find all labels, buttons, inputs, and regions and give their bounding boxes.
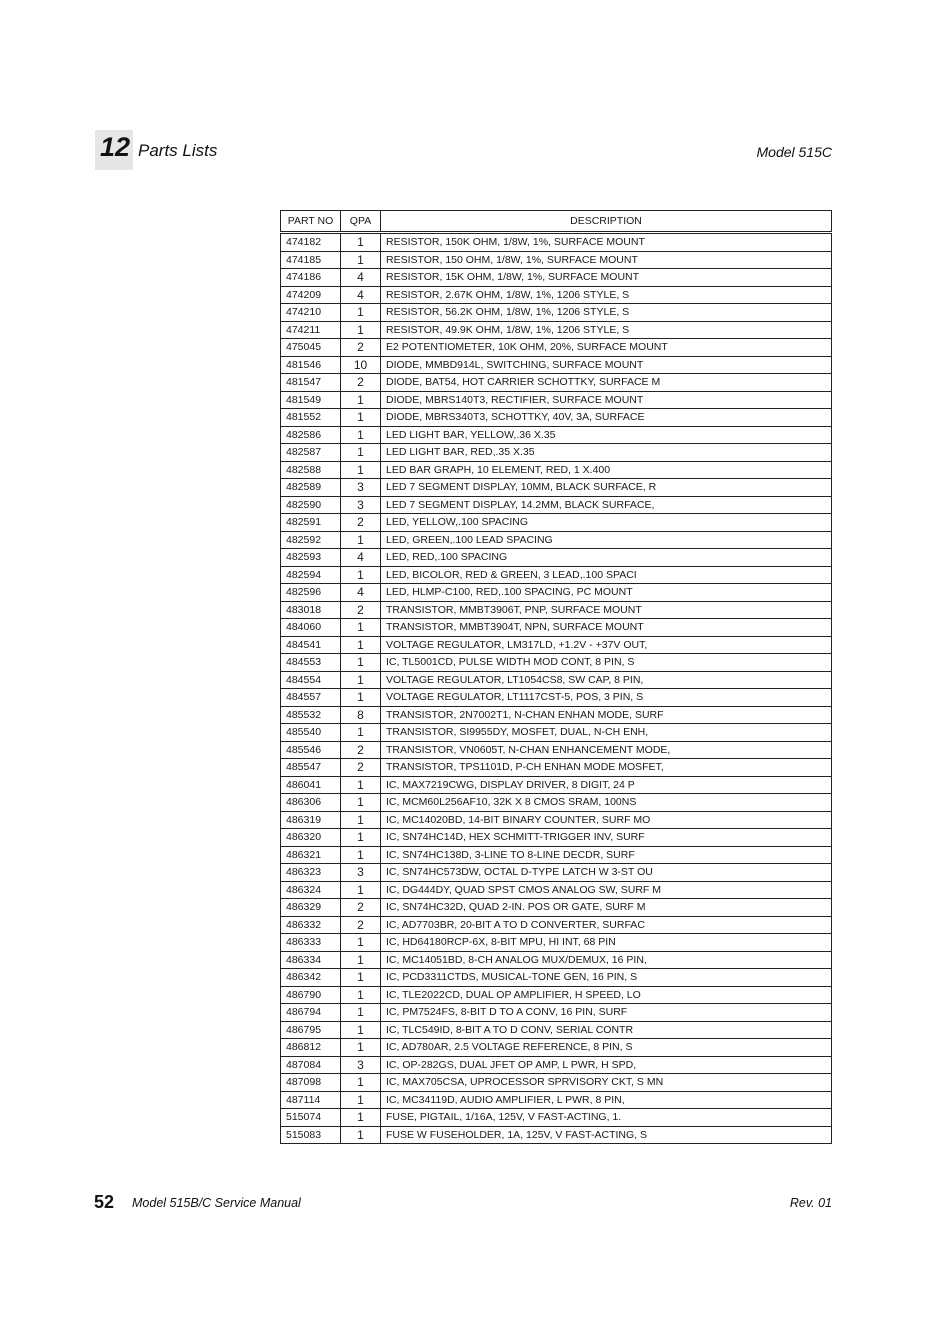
description-cell: IC, HD64180RCP-6X, 8-BIT MPU, HI INT, 68 PIN	[381, 934, 832, 952]
description-cell: TRANSISTOR, VN0605T, N-CHAN ENHANCEMENT MODE,	[381, 741, 832, 759]
qpa-cell: 1	[341, 619, 381, 637]
table-row	[281, 549, 832, 567]
table-row	[281, 811, 832, 829]
qpa-cell: 1	[341, 846, 381, 864]
part-number-cell: 486794	[281, 1004, 341, 1022]
description-cell: IC, MAX705CSA, UPROCESSOR SPRVISORY CKT, S MN	[381, 1074, 832, 1092]
table-row	[281, 829, 832, 847]
part-number-cell: 486795	[281, 1021, 341, 1039]
description-cell: IC, PM7524FS, 8-BIT D TO A CONV, 16 PIN, SURF	[381, 1004, 832, 1022]
part-number-cell: 482593	[281, 549, 341, 567]
manual-title: Model 515B/C Service Manual	[132, 1196, 301, 1210]
part-number-cell: 482590	[281, 496, 341, 514]
qpa-cell: 3	[341, 496, 381, 514]
table-row	[281, 1126, 832, 1144]
qpa-cell: 1	[341, 304, 381, 322]
description-cell: DIODE, MBRS340T3, SCHOTTKY, 40V, 3A, SURFACE	[381, 409, 832, 427]
description-cell: IC, OP-282GS, DUAL JFET OP AMP, L PWR, H SPD,	[381, 1056, 832, 1074]
part-number-cell: 485547	[281, 759, 341, 777]
table-row	[281, 304, 832, 322]
qpa-cell: 1	[341, 321, 381, 339]
part-number-cell: 482591	[281, 514, 341, 532]
column-header-description: DESCRIPTION	[381, 211, 832, 233]
column-header-part-no: PART NO	[281, 211, 341, 233]
qpa-cell: 1	[341, 251, 381, 269]
table-row	[281, 776, 832, 794]
table-row	[281, 1021, 832, 1039]
description-cell: VOLTAGE REGULATOR, LT1117CST-5, POS, 3 PIN, S	[381, 689, 832, 707]
table-row	[281, 374, 832, 392]
qpa-cell: 1	[341, 1039, 381, 1057]
part-number-cell: 482592	[281, 531, 341, 549]
description-cell: FUSE W FUSEHOLDER, 1A, 125V, V FAST-ACTING, S	[381, 1126, 832, 1144]
qpa-cell: 2	[341, 916, 381, 934]
description-cell: LED, YELLOW,.100 SPACING	[381, 514, 832, 532]
qpa-cell: 1	[341, 636, 381, 654]
description-cell: IC, MAX7219CWG, DISPLAY DRIVER, 8 DIGIT, 24 P	[381, 776, 832, 794]
part-number-cell: 484557	[281, 689, 341, 707]
table-row	[281, 724, 832, 742]
part-number-cell: 485532	[281, 706, 341, 724]
table-row	[281, 1074, 832, 1092]
part-number-cell: 481549	[281, 391, 341, 409]
part-number-cell: 486342	[281, 969, 341, 987]
part-number-cell: 487084	[281, 1056, 341, 1074]
table-row	[281, 321, 832, 339]
table-row	[281, 619, 832, 637]
table-row	[281, 444, 832, 462]
qpa-cell: 2	[341, 514, 381, 532]
table-row	[281, 286, 832, 304]
table-row	[281, 1039, 832, 1057]
description-cell: IC, PCD3311CTDS, MUSICAL-TONE GEN, 16 PIN, S	[381, 969, 832, 987]
description-cell: RESISTOR, 2.67K OHM, 1/8W, 1%, 1206 STYLE, S	[381, 286, 832, 304]
part-number-cell: 482588	[281, 461, 341, 479]
description-cell: LED, HLMP-C100, RED,.100 SPACING, PC MOUNT	[381, 584, 832, 602]
description-cell: IC, MC34119D, AUDIO AMPLIFIER, L PWR, 8 PIN,	[381, 1091, 832, 1109]
description-cell: TRANSISTOR, TPS1101D, P-CH ENHAN MODE MOSFET,	[381, 759, 832, 777]
qpa-cell: 1	[341, 1004, 381, 1022]
part-number-cell: 483018	[281, 601, 341, 619]
qpa-cell: 1	[341, 986, 381, 1004]
description-cell: RESISTOR, 49.9K OHM, 1/8W, 1%, 1206 STYLE, S	[381, 321, 832, 339]
description-cell: VOLTAGE REGULATOR, LM317LD, +1.2V - +37V OUT,	[381, 636, 832, 654]
part-number-cell: 474211	[281, 321, 341, 339]
description-cell: E2 POTENTIOMETER, 10K OHM, 20%, SURFACE MOUNT	[381, 339, 832, 357]
description-cell: IC, DG444DY, QUAD SPST CMOS ANALOG SW, SURF M	[381, 881, 832, 899]
qpa-cell: 1	[341, 934, 381, 952]
table-row	[281, 934, 832, 952]
description-cell: IC, TLC549ID, 8-BIT A TO D CONV, SERIAL CONTR	[381, 1021, 832, 1039]
model-label: Model 515C	[756, 144, 832, 160]
part-number-cell: 482589	[281, 479, 341, 497]
table-row	[281, 969, 832, 987]
part-number-cell: 474182	[281, 233, 341, 252]
qpa-cell: 2	[341, 741, 381, 759]
part-number-cell: 484060	[281, 619, 341, 637]
chapter-title: Parts Lists	[138, 141, 218, 160]
part-number-cell: 482596	[281, 584, 341, 602]
qpa-cell: 3	[341, 864, 381, 882]
qpa-cell: 2	[341, 601, 381, 619]
qpa-cell: 1	[341, 654, 381, 672]
qpa-cell: 1	[341, 391, 381, 409]
qpa-cell: 1	[341, 461, 381, 479]
description-cell: VOLTAGE REGULATOR, LT1054CS8, SW CAP, 8 PIN,	[381, 671, 832, 689]
description-cell: IC, SN74HC32D, QUAD 2-IN. POS OR GATE, SURF M	[381, 899, 832, 917]
description-cell: DIODE, MMBD914L, SWITCHING, SURFACE MOUNT	[381, 356, 832, 374]
table-row	[281, 846, 832, 864]
qpa-cell: 4	[341, 584, 381, 602]
qpa-cell: 1	[341, 724, 381, 742]
description-cell: RESISTOR, 150 OHM, 1/8W, 1%, SURFACE MOUNT	[381, 251, 832, 269]
page-number: 52	[94, 1192, 115, 1212]
description-cell: IC, MCM60L256AF10, 32K X 8 CMOS SRAM, 100NS	[381, 794, 832, 812]
part-number-cell: 475045	[281, 339, 341, 357]
qpa-cell: 3	[341, 479, 381, 497]
part-number-cell: 486790	[281, 986, 341, 1004]
description-cell: FUSE, PIGTAIL, 1/16A, 125V, V FAST-ACTING, 1.	[381, 1109, 832, 1127]
table-header-row	[281, 211, 832, 233]
qpa-cell: 1	[341, 409, 381, 427]
qpa-cell: 1	[341, 794, 381, 812]
part-number-cell: 486812	[281, 1039, 341, 1057]
description-cell: IC, TLE2022CD, DUAL OP AMPLIFIER, H SPEED, LO	[381, 986, 832, 1004]
qpa-cell: 1	[341, 689, 381, 707]
qpa-cell: 1	[341, 811, 381, 829]
qpa-cell: 2	[341, 759, 381, 777]
part-number-cell: 482587	[281, 444, 341, 462]
qpa-cell: 1	[341, 969, 381, 987]
qpa-cell: 1	[341, 444, 381, 462]
description-cell: LED, RED,.100 SPACING	[381, 549, 832, 567]
table-row	[281, 409, 832, 427]
part-number-cell: 481547	[281, 374, 341, 392]
table-row	[281, 671, 832, 689]
part-number-cell: 481552	[281, 409, 341, 427]
description-cell: LED 7 SEGMENT DISPLAY, 10MM, BLACK SURFACE, R	[381, 479, 832, 497]
table-row	[281, 689, 832, 707]
qpa-cell: 1	[341, 671, 381, 689]
qpa-cell: 2	[341, 899, 381, 917]
description-cell: RESISTOR, 56.2K OHM, 1/8W, 1%, 1206 STYLE, S	[381, 304, 832, 322]
qpa-cell: 1	[341, 1021, 381, 1039]
parts-table	[280, 210, 832, 1144]
qpa-cell: 4	[341, 549, 381, 567]
part-number-cell: 486334	[281, 951, 341, 969]
table-row	[281, 636, 832, 654]
part-number-cell: 486320	[281, 829, 341, 847]
part-number-cell: 474185	[281, 251, 341, 269]
qpa-cell: 8	[341, 706, 381, 724]
table-row	[281, 496, 832, 514]
qpa-cell: 2	[341, 339, 381, 357]
description-cell: TRANSISTOR, SI9955DY, MOSFET, DUAL, N-CH ENH,	[381, 724, 832, 742]
description-cell: LED, GREEN,.100 LEAD SPACING	[381, 531, 832, 549]
table-row	[281, 269, 832, 287]
part-number-cell: 482594	[281, 566, 341, 584]
table-row	[281, 986, 832, 1004]
part-number-cell: 486333	[281, 934, 341, 952]
qpa-cell: 4	[341, 286, 381, 304]
part-number-cell: 486321	[281, 846, 341, 864]
table-row	[281, 461, 832, 479]
table-row	[281, 1091, 832, 1109]
part-number-cell: 485546	[281, 741, 341, 759]
description-cell: IC, SN74HC14D, HEX SCHMITT-TRIGGER INV, SURF	[381, 829, 832, 847]
qpa-cell: 1	[341, 1091, 381, 1109]
table-row	[281, 566, 832, 584]
description-cell: LED LIGHT BAR, RED,.35 X.35	[381, 444, 832, 462]
part-number-cell: 484553	[281, 654, 341, 672]
table-row	[281, 601, 832, 619]
qpa-cell: 10	[341, 356, 381, 374]
qpa-cell: 1	[341, 566, 381, 584]
description-cell: IC, SN74HC138D, 3-LINE TO 8-LINE DECDR, SURF	[381, 846, 832, 864]
table-row	[281, 1056, 832, 1074]
qpa-cell: 1	[341, 1074, 381, 1092]
table-row	[281, 899, 832, 917]
qpa-cell: 1	[341, 1109, 381, 1127]
table-row	[281, 1109, 832, 1127]
revision-label: Rev. 01	[789, 1196, 832, 1210]
table-row	[281, 706, 832, 724]
description-cell: IC, TL5001CD, PULSE WIDTH MOD CONT, 8 PIN, S	[381, 654, 832, 672]
description-cell: DIODE, BAT54, HOT CARRIER SCHOTTKY, SURFACE M	[381, 374, 832, 392]
part-number-cell: 474209	[281, 286, 341, 304]
table-row	[281, 654, 832, 672]
table-row	[281, 794, 832, 812]
description-cell: DIODE, MBRS140T3, RECTIFIER, SURFACE MOUNT	[381, 391, 832, 409]
table-row	[281, 426, 832, 444]
description-cell: LED 7 SEGMENT DISPLAY, 14.2MM, BLACK SURFACE,	[381, 496, 832, 514]
part-number-cell: 486319	[281, 811, 341, 829]
part-number-cell: 515083	[281, 1126, 341, 1144]
description-cell: LED, BICOLOR, RED & GREEN, 3 LEAD,.100 SPACI	[381, 566, 832, 584]
description-cell: RESISTOR, 150K OHM, 1/8W, 1%, SURFACE MOUNT	[381, 233, 832, 252]
part-number-cell: 481546	[281, 356, 341, 374]
description-cell: IC, AD7703BR, 20-BIT A TO D CONVERTER, SURFAC	[381, 916, 832, 934]
qpa-cell: 1	[341, 531, 381, 549]
table-row	[281, 339, 832, 357]
table-row	[281, 759, 832, 777]
description-cell: IC, MC14051BD, 8-CH ANALOG MUX/DEMUX, 16 PIN,	[381, 951, 832, 969]
description-cell: TRANSISTOR, MMBT3906T, PNP, SURFACE MOUNT	[381, 601, 832, 619]
part-number-cell: 486324	[281, 881, 341, 899]
table-row	[281, 951, 832, 969]
description-cell: LED BAR GRAPH, 10 ELEMENT, RED, 1 X.400	[381, 461, 832, 479]
table-row	[281, 584, 832, 602]
part-number-cell: 486323	[281, 864, 341, 882]
qpa-cell: 2	[341, 374, 381, 392]
chapter-number: 12	[100, 132, 131, 162]
table-row	[281, 881, 832, 899]
qpa-cell: 1	[341, 233, 381, 252]
part-number-cell: 515074	[281, 1109, 341, 1127]
description-cell: IC, MC14020BD, 14-BIT BINARY COUNTER, SURF MO	[381, 811, 832, 829]
qpa-cell: 4	[341, 269, 381, 287]
qpa-cell: 1	[341, 829, 381, 847]
table-row	[281, 391, 832, 409]
qpa-cell: 1	[341, 426, 381, 444]
table-row	[281, 531, 832, 549]
part-number-cell: 487114	[281, 1091, 341, 1109]
description-cell: IC, SN74HC573DW, OCTAL D-TYPE LATCH W 3-ST OU	[381, 864, 832, 882]
qpa-cell: 1	[341, 951, 381, 969]
part-number-cell: 487098	[281, 1074, 341, 1092]
column-header-qpa: QPA	[341, 211, 381, 233]
part-number-cell: 486329	[281, 899, 341, 917]
part-number-cell: 486306	[281, 794, 341, 812]
table-row	[281, 356, 832, 374]
part-number-cell: 485540	[281, 724, 341, 742]
part-number-cell: 484541	[281, 636, 341, 654]
qpa-cell: 1	[341, 776, 381, 794]
description-cell: IC, AD780AR, 2.5 VOLTAGE REFERENCE, 8 PIN, S	[381, 1039, 832, 1057]
part-number-cell: 484554	[281, 671, 341, 689]
qpa-cell: 1	[341, 881, 381, 899]
table-row	[281, 479, 832, 497]
description-cell: TRANSISTOR, 2N7002T1, N-CHAN ENHAN MODE, SURF	[381, 706, 832, 724]
part-number-cell: 486041	[281, 776, 341, 794]
table-row	[281, 233, 832, 252]
part-number-cell: 474210	[281, 304, 341, 322]
table-row	[281, 864, 832, 882]
table-row	[281, 514, 832, 532]
part-number-cell: 482586	[281, 426, 341, 444]
description-cell: TRANSISTOR, MMBT3904T, NPN, SURFACE MOUNT	[381, 619, 832, 637]
description-cell: LED LIGHT BAR, YELLOW,.36 X.35	[381, 426, 832, 444]
table-row	[281, 916, 832, 934]
part-number-cell: 474186	[281, 269, 341, 287]
qpa-cell: 1	[341, 1126, 381, 1144]
part-number-cell: 486332	[281, 916, 341, 934]
table-row	[281, 251, 832, 269]
description-cell: RESISTOR, 15K OHM, 1/8W, 1%, SURFACE MOUNT	[381, 269, 832, 287]
table-row	[281, 741, 832, 759]
qpa-cell: 3	[341, 1056, 381, 1074]
table-row	[281, 1004, 832, 1022]
